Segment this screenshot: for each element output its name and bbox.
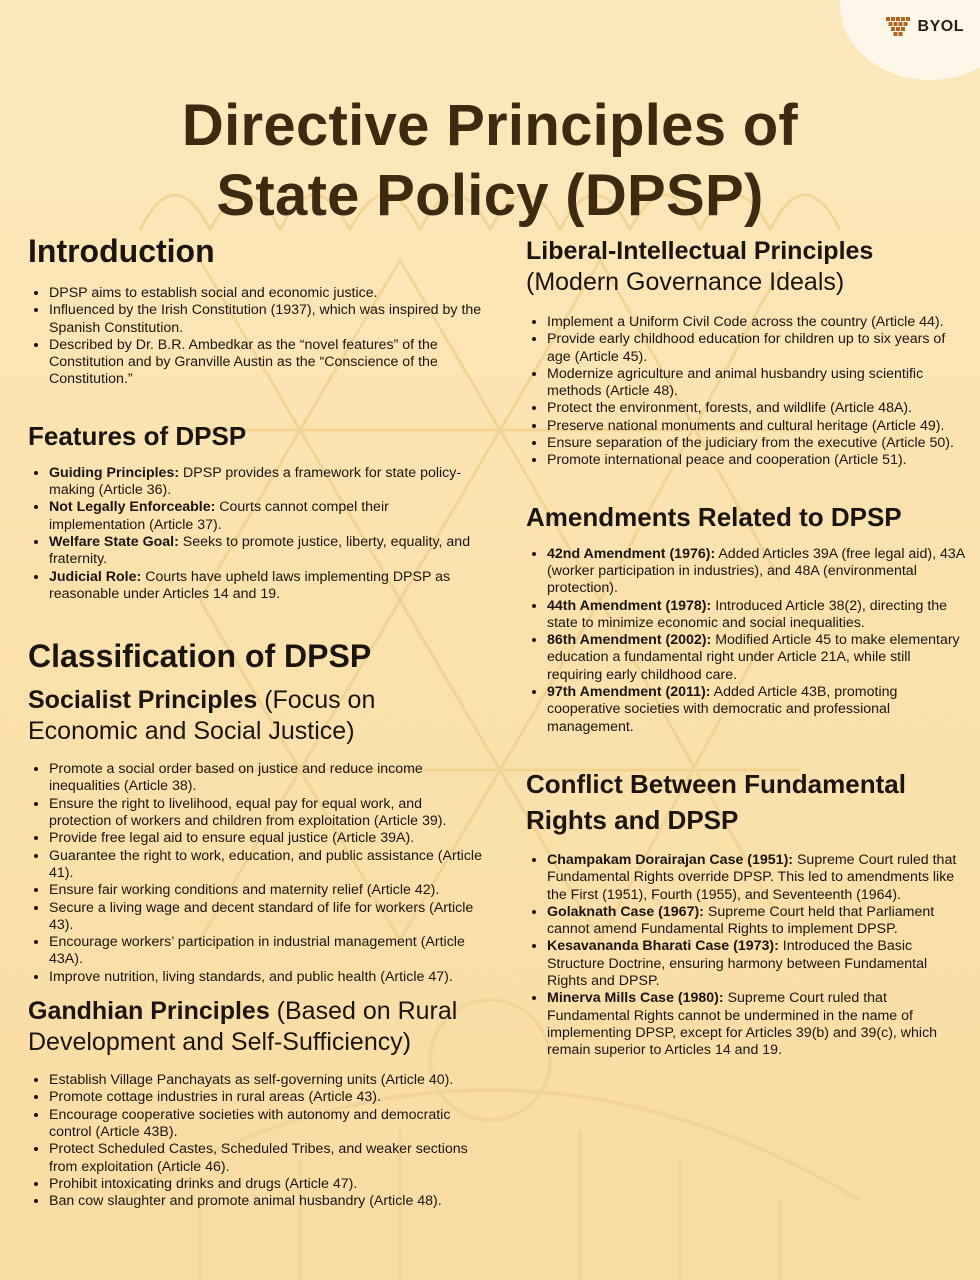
- list-item: • Protect Scheduled Castes, Scheduled Tribes, and weaker sections from exploitation (Article 46).: [49, 1141, 488, 1176]
- list-item: • Provide early childhood education for children up to six years of age (Article 45).: [547, 331, 966, 366]
- list-item: • Encourage cooperative societies with autonomy and democratic control (Article 43B).: [49, 1107, 488, 1142]
- right-column: [526, 236, 966, 1060]
- features-list: [28, 465, 488, 603]
- list-item: [49, 499, 488, 534]
- list-item: • Promote cottage industries in rural areas (Article 43).: [49, 1089, 488, 1106]
- list-item: • Protect the environment, forests, and wildlife (Article 48A).: [547, 400, 966, 417]
- amendment-text: Added Article 43B, promoting cooperative societies with democratic and professional management.: [547, 684, 898, 735]
- amendment-text: Added Articles 39A (free legal aid), 43A (worker participation in industries), and 48A (environmental protection).: [547, 545, 965, 597]
- liberal-subtitle: (Modern Governance Ideals): [526, 268, 845, 296]
- amendments-heading: Amendments Related to DPSP: [526, 501, 902, 532]
- introduction-heading: Introduction: [28, 233, 215, 269]
- classification-heading: Classification of DPSP: [28, 638, 372, 675]
- socialist-title: Socialist Principles: [28, 686, 258, 715]
- case-label: Minerva Mills Case (1980):: [547, 990, 724, 1007]
- list-item: • DPSP aims to establish social and economic justice.: [49, 285, 488, 302]
- list-item: • Ensure fair working conditions and maternity relief (Article 42).: [49, 882, 488, 899]
- case-label: Golaknath Case (1967):: [547, 903, 704, 920]
- feature-text: Courts cannot compel their implementation (Article 37).: [49, 499, 389, 533]
- feature-label: Guiding Principles:: [49, 464, 180, 481]
- feature-label: Judicial Role:: [49, 568, 142, 585]
- list-item: [49, 465, 488, 500]
- amendment-text: Introduced Article 38(2), directing the state to minimize economic and social inequalities.: [547, 597, 948, 631]
- left-column: [28, 232, 488, 1210]
- introduction-list: [28, 285, 488, 389]
- list-item: [547, 632, 966, 684]
- feature-text: Courts have upheld laws implementing DPSP as reasonable under Articles 14 and 19.: [49, 568, 451, 602]
- list-item: • Implement a Uniform Civil Code across the country (Article 44).: [547, 314, 966, 331]
- features-heading: Features of DPSP: [28, 420, 247, 451]
- socialist-list: [28, 761, 488, 986]
- feature-label: Not Legally Enforceable:: [49, 499, 216, 516]
- amendment-label: 44th Amendment (1978):: [547, 597, 712, 614]
- list-item: [49, 569, 488, 604]
- list-item: • Provide free legal aid to ensure equal justice (Article 39A).: [49, 830, 488, 847]
- list-item: • Influenced by the Irish Constitution (1937), which was inspired by the Spanish Constitution.: [49, 302, 488, 337]
- list-item: • Modernize agriculture and animal husbandry using scientific methods (Article 48).: [547, 366, 966, 401]
- liberal-list: [526, 314, 966, 470]
- feature-text: Seeks to promote justice, liberty, equality, and fraternity.: [49, 533, 471, 568]
- list-item: • Described by Dr. B.R. Ambedkar as the “novel features” of the Constitution and by Granville Austin as the “Conscience of the Constitution.”: [49, 337, 488, 389]
- page-title: [0, 91, 980, 231]
- amendment-text: Modified Article 45 to make elementary education a fundamental right under Article 21A, while still requiring early childhood care.: [547, 632, 960, 683]
- conflict-heading: Conflict Between Fundamental Rights and DPSP: [526, 768, 906, 835]
- list-item: • Ensure separation of the judiciary from the executive (Article 50).: [547, 435, 966, 452]
- conflict-list: [526, 852, 966, 1060]
- amendment-label: 86th Amendment (2002):: [547, 632, 712, 649]
- gandhian-subtitle: (Based on Rural Development and Self-Sufficiency): [28, 997, 458, 1057]
- brand-name: BYOL: [917, 18, 964, 35]
- gandhian-title: Gandhian Principles: [28, 997, 270, 1026]
- list-item: [547, 938, 966, 990]
- brand-logo: [886, 16, 964, 38]
- list-item: • Establish Village Panchayats as self-governing units (Article 40).: [49, 1072, 488, 1089]
- gandhian-heading: [28, 996, 488, 1058]
- list-item: [547, 546, 966, 598]
- byol-logo-icon: [886, 16, 910, 38]
- page-title-line-1: Directive Principles of: [181, 92, 799, 158]
- list-item: • Prohibit intoxicating drinks and drugs (Article 47).: [49, 1176, 488, 1193]
- list-item: • Improve nutrition, living standards, and public health (Article 47).: [49, 969, 488, 986]
- case-text: Supreme Court held that Parliament cannot amend Fundamental Rights to implement DPSP.: [547, 903, 935, 938]
- list-item: • Ensure the right to livelihood, equal pay for equal work, and protection of workers and children from exploitation (Article 39).: [49, 796, 488, 831]
- list-item: • Encourage workers’ participation in industrial management (Article 43A).: [49, 934, 488, 969]
- list-item: [547, 904, 966, 939]
- socialist-subtitle: (Focus on Economic and Social Justice): [28, 686, 376, 746]
- case-label: Kesavananda Bharati Case (1973):: [547, 938, 779, 955]
- list-item: • Ban cow slaughter and promote animal husbandry (Article 48).: [49, 1193, 488, 1210]
- list-item: • Preserve national monuments and cultural heritage (Article 49).: [547, 418, 966, 435]
- list-item: [547, 852, 966, 904]
- list-item: [49, 534, 488, 569]
- list-item: [547, 990, 966, 1059]
- amendments-list: [526, 546, 966, 736]
- list-item: • Secure a living wage and decent standard of life for workers (Article 43).: [49, 900, 488, 935]
- list-item: • Promote international peace and cooperation (Article 51).: [547, 452, 966, 469]
- feature-text: DPSP provides a framework for state policy-making (Article 36).: [49, 464, 462, 499]
- case-label: Champakam Dorairajan Case (1951):: [547, 851, 794, 868]
- feature-label: Welfare State Goal:: [49, 533, 179, 550]
- list-item: • Promote a social order based on justice and reduce income inequalities (Article 38).: [49, 761, 488, 796]
- amendment-label: 97th Amendment (2011):: [547, 684, 711, 701]
- page-title-line-2: State Policy (DPSP): [216, 162, 764, 228]
- list-item: [547, 598, 966, 633]
- case-text: Introduced the Basic Structure Doctrine, ensuring harmony between Fundamental Rights and DPSP.: [547, 938, 928, 990]
- case-text: Supreme Court ruled that Fundamental Rights override DPSP. This led to amendments like the First (1951), Fourth (1955), and Seventeenth (1964).: [547, 851, 957, 903]
- gandhian-list: [28, 1072, 488, 1210]
- list-item: • Guarantee the right to work, education, and public assistance (Article 41).: [49, 848, 488, 883]
- liberal-heading: [526, 236, 966, 298]
- liberal-title: Liberal-Intellectual Principles: [526, 237, 874, 265]
- list-item: [547, 684, 966, 736]
- amendment-label: 42nd Amendment (1976):: [547, 545, 716, 562]
- case-text: Supreme Court ruled that Fundamental Rights cannot be undermined in the name of implementing DPSP, except for Articles 39(b) and 39(c), which remain superior to Articles 14 and 19.: [547, 990, 938, 1059]
- socialist-heading: [28, 685, 488, 747]
